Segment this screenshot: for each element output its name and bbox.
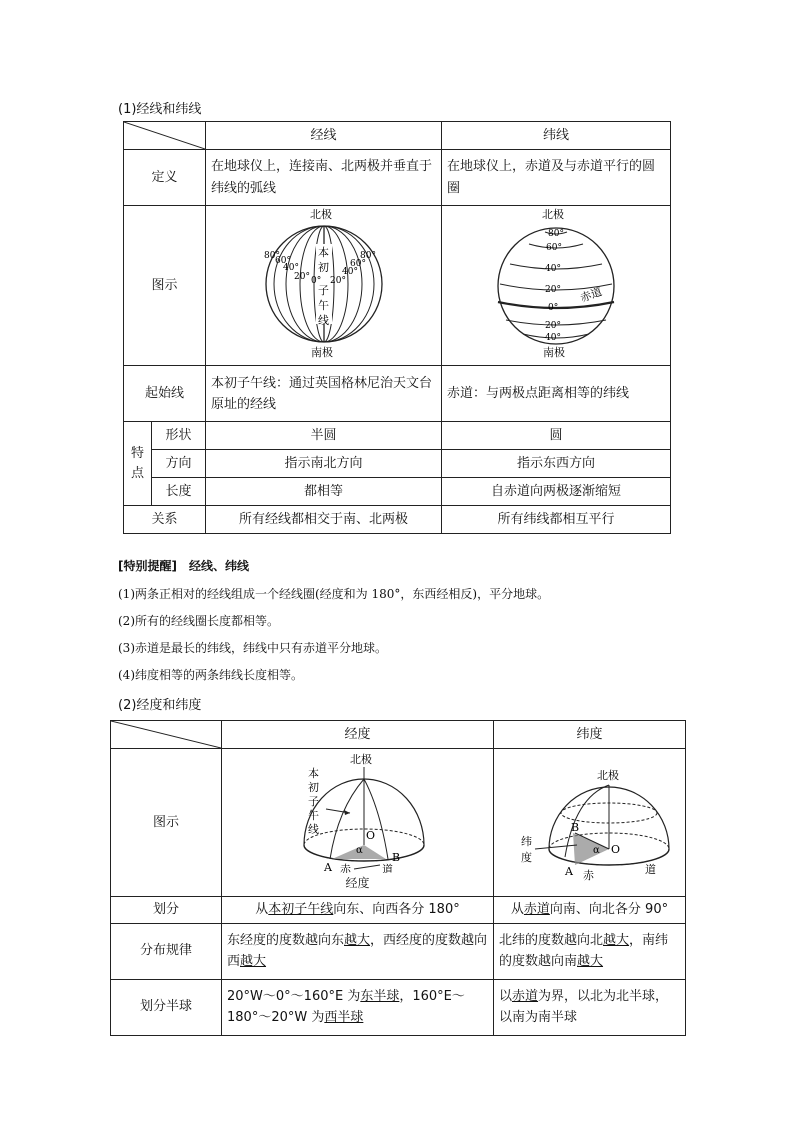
meridian-name-char: 子 xyxy=(307,795,319,808)
meridian-name-char: 本 xyxy=(307,767,319,780)
fig-north-label: 北极 xyxy=(349,753,372,766)
meridian-0-label: 0° xyxy=(310,276,321,286)
tip-item: (4)纬度相等的两条纬线长度相等。 xyxy=(118,668,303,682)
parallel-0-label: 0° xyxy=(548,303,559,313)
meridian-name-char: 本 xyxy=(317,246,329,259)
meridian-globe-figure xyxy=(264,206,384,358)
row-label-division: 划分 xyxy=(111,897,222,923)
fig-point-B: B xyxy=(570,820,579,834)
longitude-hemisphere-figure xyxy=(268,749,448,873)
meridian-relation: 所有经线都相交于南、北两极 xyxy=(206,506,442,534)
fig-point-A: A xyxy=(323,861,332,873)
meridian-20w-label: 20° xyxy=(293,272,310,282)
latitude-figure-cell xyxy=(494,749,686,897)
longitude-hemisphere: 20°W～0°～160°E 为东半球，160°E～180°～20°W 为西半球 xyxy=(222,979,494,1035)
parallel-40s-label: 40° xyxy=(545,333,561,343)
row-label-hemisphere: 划分半球 xyxy=(111,979,222,1035)
meridian-name-char: 线 xyxy=(307,823,319,836)
meridian-80w-label: 80° xyxy=(263,251,280,261)
parallel-definition: 在地球仪上，赤道及与赤道平行的圆圈 xyxy=(442,150,671,206)
meridian-start-line: 本初子午线：通过英国格林尼治天文台原址的经线 xyxy=(206,366,442,422)
globe-north-label: 北极 xyxy=(542,208,564,221)
meridian-length: 都相等 xyxy=(206,478,442,506)
row-label-shape: 形状 xyxy=(152,422,206,450)
header-diagonal-cell xyxy=(124,122,206,150)
col-header-meridian: 经线 xyxy=(206,122,442,150)
parallel-start-line: 赤道：与两极点距离相等的纬线 xyxy=(442,366,671,422)
meridian-60w-label: 60° xyxy=(274,256,291,266)
latitude-division: 从赤道向南、向北各分 90° xyxy=(494,897,686,923)
longitude-latitude-table xyxy=(110,720,686,1036)
meridian-name-char: 午 xyxy=(317,299,329,312)
latitude-hemisphere-figure xyxy=(505,757,675,881)
fig-equator-char: 道 xyxy=(381,863,393,873)
fig-equator-char: 赤 xyxy=(582,868,594,881)
meridian-name-char: 线 xyxy=(317,314,329,327)
fig-point-A: A xyxy=(564,864,573,878)
meridian-80e-label: 80° xyxy=(359,251,376,261)
fig-latitude-char: 度 xyxy=(520,850,532,864)
globe-south-label: 南极 xyxy=(543,346,565,358)
fig-angle-alpha: α xyxy=(355,845,363,856)
meridian-name-char: 子 xyxy=(317,284,329,297)
parallel-80n-label: 80° xyxy=(548,229,564,239)
fig-north-label: 北极 xyxy=(596,768,619,782)
fig-center-O: O xyxy=(365,829,375,842)
fig-equator-char: 道 xyxy=(644,862,656,876)
longitude-figure-cell xyxy=(222,749,494,897)
fig-angle-alpha: α xyxy=(592,844,600,856)
longitude-distribution: 东经度的度数越向东越大，西经度的度数越向西越大 xyxy=(222,923,494,979)
row-label-figure: 图示 xyxy=(111,749,222,897)
meridian-globe-cell xyxy=(206,206,442,366)
parallel-direction: 指示东西方向 xyxy=(442,450,671,478)
longitude-division: 从本初子午线向东、向西各分 180° xyxy=(222,897,494,923)
features-label-char: 点 xyxy=(130,465,144,481)
col-header-longitude: 经度 xyxy=(222,721,494,749)
row-label-direction: 方向 xyxy=(152,450,206,478)
row-label-definition: 定义 xyxy=(124,150,206,206)
meridian-shape: 半圆 xyxy=(206,422,442,450)
row-label-distribution: 分布规律 xyxy=(111,923,222,979)
parallel-length: 自赤道向两极逐渐缩短 xyxy=(442,478,671,506)
parallel-20n-label: 20° xyxy=(545,285,561,295)
globe-north-label: 北极 xyxy=(309,208,332,221)
section1-title: (1)经线和纬线 xyxy=(118,102,202,117)
globe-south-label: 南极 xyxy=(310,346,333,358)
col-header-latitude: 纬度 xyxy=(494,721,686,749)
meridian-definition: 在地球仪上，连接南、北两极并垂直于纬线的弧线 xyxy=(206,150,442,206)
parallel-20s-label: 20° xyxy=(545,321,561,331)
parallel-40n-label: 40° xyxy=(545,264,561,274)
row-label-length: 长度 xyxy=(152,478,206,506)
features-label-char: 特 xyxy=(130,446,144,462)
meridian-parallel-table xyxy=(123,121,671,534)
meridian-direction: 指示南北方向 xyxy=(206,450,442,478)
tip-item: (3)赤道是最长的纬线，纬线中只有赤道平分地球。 xyxy=(118,641,387,655)
parallel-60n-label: 60° xyxy=(546,243,562,253)
tip-item: (2)所有的经线圈长度都相等。 xyxy=(118,614,279,628)
meridian-60e-label: 60° xyxy=(349,259,366,269)
parallel-shape: 圆 xyxy=(442,422,671,450)
meridian-name-char: 初 xyxy=(317,261,329,274)
meridian-name-char: 午 xyxy=(307,809,319,822)
row-label-figure: 图示 xyxy=(124,206,206,366)
fig-latitude-char: 纬 xyxy=(520,834,532,848)
row-label-features xyxy=(124,422,152,506)
fig-point-B: B xyxy=(391,851,400,864)
fig-center-O: O xyxy=(610,842,620,856)
fig-equator-char: 赤 xyxy=(339,863,351,873)
parallel-relation: 所有纬线都相互平行 xyxy=(442,506,671,534)
col-header-parallel: 纬线 xyxy=(442,122,671,150)
parallel-globe-cell xyxy=(442,206,671,366)
tip-item: (1)两条正相对的经线组成一个经线圈(经度和为 180°，东西经相反)，平分地球。 xyxy=(118,587,550,601)
meridian-40w-label: 40° xyxy=(282,263,299,273)
meridian-40e-label: 40° xyxy=(341,267,358,277)
latitude-distribution: 北纬的度数越向北越大，南纬的度数越向南越大 xyxy=(494,923,686,979)
parallel-globe-figure xyxy=(496,206,616,358)
equator-label: 赤道 xyxy=(578,285,604,305)
header-diagonal-cell xyxy=(111,721,222,749)
section2-title: (2)经度和纬度 xyxy=(118,698,202,713)
meridian-name-char: 初 xyxy=(307,781,319,794)
tips-heading: [特别提醒] 经线、纬线 xyxy=(118,559,249,573)
row-label-start-line: 起始线 xyxy=(124,366,206,422)
row-label-relation: 关系 xyxy=(124,506,206,534)
meridian-20e-label: 20° xyxy=(329,276,346,286)
latitude-hemisphere: 以赤道为界，以北为北半球，以南为南半球 xyxy=(494,979,686,1035)
longitude-figure-caption: 经度 xyxy=(345,876,370,891)
